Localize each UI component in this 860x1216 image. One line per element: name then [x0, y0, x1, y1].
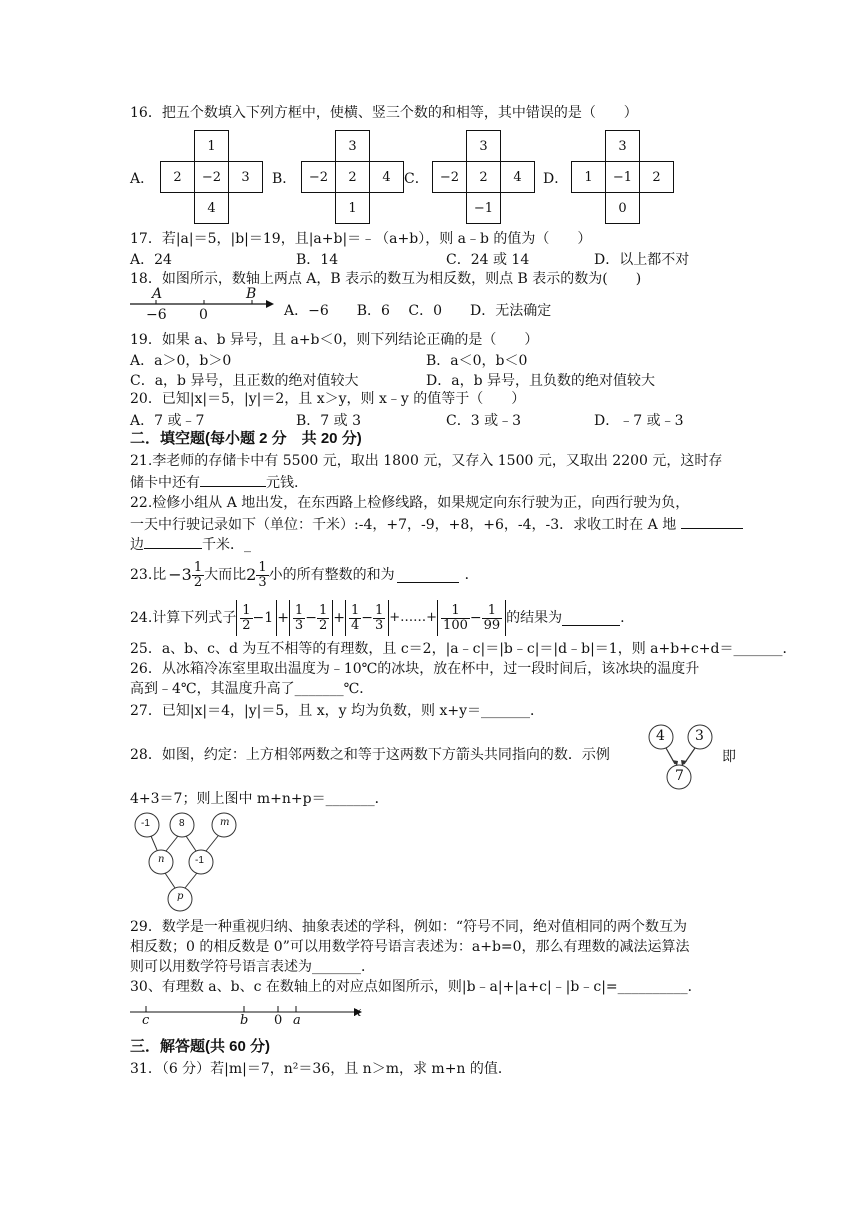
q24-ellipsis: +……+: [389, 610, 438, 625]
q21-text-b: 元钱.: [266, 475, 299, 491]
q19-option-a: A．a＞0，b＞0: [130, 353, 232, 369]
q19-option-b: B．a＜0，b＜0: [426, 353, 528, 369]
q16-b-grid: [301, 130, 404, 224]
axis-arrow: [266, 300, 274, 308]
q20-option-a: A．7 或﹣7: [130, 413, 205, 429]
q23-text-a: 23.比: [130, 567, 167, 583]
q30-label-x: x: [354, 1005, 362, 1020]
tree-edge-4: [206, 836, 218, 851]
cell-left: 1: [572, 162, 606, 193]
q16-d-grid: [571, 130, 674, 224]
section-2-heading: 二．填空题(每小题 2 分 共 20 分): [130, 430, 362, 447]
q28-line2: 4+3＝7；则上图中 m+n+p＝_______．: [130, 791, 389, 807]
cell-top: 3: [336, 131, 370, 162]
q17-option-d: D．以上都不对: [594, 252, 690, 268]
cell-center: 2: [336, 162, 370, 193]
q17-option-b: B．14: [296, 252, 339, 268]
q29-line2: 相反数；0 的相反数是 0”可以用数学符号语言表述为：a+b=0，那么有理数的减法运算法: [130, 939, 690, 955]
q30-label-zero: 0: [274, 1013, 283, 1028]
q16-a-label: A．: [130, 171, 155, 187]
cell-bottom: −1: [467, 193, 501, 224]
q24-period: .: [620, 610, 625, 626]
q22-text-b: 千米．_: [202, 537, 251, 553]
q26-line2: 高到﹣4℃，其温度升高了_______℃．: [130, 681, 374, 697]
tree-edge-6: [185, 873, 197, 888]
q21-text-a: 储卡中还有: [130, 475, 200, 491]
point-a-label: A: [152, 286, 163, 302]
example-label-7: 7: [675, 768, 684, 784]
cell-center: 2: [467, 162, 501, 193]
point-b-label: B: [246, 286, 257, 302]
cell-left: −2: [433, 162, 467, 193]
q23-text-b: 大而比: [204, 567, 247, 583]
example-label-4: 4: [656, 728, 665, 744]
q28-text-ji: 即: [722, 749, 736, 765]
q22-text: 一天中行驶记录如下（单位：千米）:-4，+7，-9，+8，+6，-4，-3．求收工时在 A 地: [130, 517, 677, 533]
tree-label-n: n: [158, 854, 165, 865]
cell-top: 1: [195, 131, 229, 162]
q20-option-c: C．3 或﹣3: [446, 413, 521, 429]
q29-line1: 29．数学是一种重视归纳、抽象表述的学科，例如：“符号不同，绝对值相同的两个数互为: [130, 919, 687, 935]
q16-d-label: D．: [543, 171, 569, 187]
q30-label-c: c: [142, 1013, 150, 1028]
q24-abs-2: $\frac{1}{3}$ − $\frac{1}{2}$: [289, 600, 333, 636]
cell-left: −2: [302, 162, 336, 193]
q27-line: 27．已知|x|＝4，|y|＝5，且 x，y 均为负数，则 x+y＝_______．: [130, 703, 544, 719]
q18-options: A．−6 B．6 C．0 D．无法确定: [284, 303, 552, 319]
q24-text-end: 的结果为: [506, 610, 563, 626]
q20-stem: 20．已知|x|＝5，|y|＝2，且 x＞y，则 x﹣y 的值等于（ ）: [130, 391, 526, 407]
q23-whole-pos: 2: [246, 565, 257, 584]
q28-line1: 28．如图，约定：上方相邻两数之和等于这两数下方箭头共同指向的数．示例: [130, 747, 610, 763]
q23-line: [130, 560, 479, 590]
q16-b-label: B．: [272, 171, 297, 187]
q23-fraction-1: $\frac{1}{2}$: [193, 559, 203, 590]
q26-line1: 26．从冰箱冷冻室里取出温度为﹣10℃的冰块，放在杯中，过一段时间后，该冰块的温度升: [130, 661, 700, 677]
q24-abs-3: $\frac{1}{4}$ − $\frac{1}{3}$: [345, 600, 389, 636]
q30-label-b: b: [240, 1013, 249, 1028]
tree-edge-3: [186, 836, 196, 851]
q22-blank-1[interactable]: [681, 514, 743, 529]
q24-line: [130, 600, 625, 636]
q16-c-label: C．: [404, 171, 429, 187]
cell-right: 4: [501, 162, 535, 193]
section-3-heading: 三．解答题(共 60 分): [130, 1038, 271, 1055]
q23-text-d: ．: [464, 567, 479, 583]
q30-stem: 30、有理数 a、b、c 在数轴上的对应点如图所示，则|b﹣a|+|a+c|﹣|b﹣c|=__________．: [130, 979, 702, 995]
cell-bottom: 0: [606, 193, 640, 224]
cell-left: 2: [161, 162, 195, 193]
q19-option-d: D．a，b 异号，且负数的绝对值较大: [426, 373, 655, 389]
cell-top: 3: [606, 131, 640, 162]
cell-bottom: 1: [336, 193, 370, 224]
q29-line3: 则可以用数学符号语言表述为_______．: [130, 959, 375, 975]
tree-label-top-2: 8: [179, 818, 185, 829]
cell-right: 2: [640, 162, 674, 193]
q25-line: 25．a、b、c、d 为互不相等的有理数，且 c＝2，|a﹣c|＝|b﹣c|＝|d﹣b|＝1，则 a+b+c+d＝_______．: [130, 641, 797, 657]
example-label-3: 3: [695, 728, 704, 744]
q19-stem: 19．如果 a、b 异号，且 a+b＜0，则下列结论正确的是（ ）: [130, 332, 539, 348]
q17-stem: 17．若|a|＝5，|b|＝19，且|a+b|＝﹣（a+b），则 a﹣b 的值为（ ）: [130, 231, 592, 247]
q21-line1: 21.李老师的存储卡中有 5500 元，取出 1800 元，又存入 1500 元，又取出 2200 元，这时存: [130, 453, 723, 469]
q20-option-d: D．﹣7 或﹣3: [594, 413, 684, 429]
q31-line: 31．（6 分）若|m|＝7，n²＝36，且 n＞m，求 m+n 的值．: [130, 1061, 512, 1077]
q22-line2: [130, 514, 743, 534]
q20-option-b: B．7 或 3: [296, 413, 362, 429]
tick-label-zero: 0: [199, 307, 208, 323]
q22-line1: 22.检修小组从 A 地出发，在东西路上检修线路，如果规定向东行驶为正，向西行驶为负，: [130, 495, 690, 511]
cell-top: 3: [467, 131, 501, 162]
q22-text-a: 边: [130, 537, 144, 553]
q24-abs-last: $\frac{1}{100}$ − $\frac{1}{99}$: [437, 600, 506, 636]
q16-stem: 16．把五个数填入下列方框中，使横、竖三个数的和相等，其中错误的是（ ）: [130, 105, 638, 121]
tree-edge-5: [165, 873, 175, 888]
q24-plus-1: +: [277, 610, 289, 626]
cell-right: 4: [370, 162, 404, 193]
q23-text-c: 小的所有整数的和为: [268, 567, 395, 583]
tree-edge-2: [166, 836, 178, 851]
tree-label-top-3: m: [220, 817, 230, 828]
q18-stem: 18．如图所示，数轴上两点 A，B 表示的数互为相反数，则点 B 表示的数为( ): [130, 271, 642, 287]
q23-blank[interactable]: [397, 568, 459, 583]
cell-center: −1: [606, 162, 640, 193]
q16-c-grid: [432, 130, 535, 224]
q19-option-c: C．a，b 异号，且正数的绝对值较大: [130, 373, 359, 389]
tree-label-top-1: -1: [141, 818, 150, 829]
tree-label-mid-2: -1: [195, 855, 204, 866]
q30-label-a: a: [293, 1013, 301, 1028]
q16-a-grid: [160, 130, 263, 224]
q24-plus-2: +: [333, 610, 345, 626]
q22-blank-2[interactable]: [144, 534, 202, 549]
q23-whole-neg: −3: [168, 565, 192, 584]
tree-edge-1: [151, 836, 157, 850]
tree-label-p: p: [177, 891, 184, 902]
cell-center: −2: [195, 162, 229, 193]
q21-line2: [130, 472, 298, 492]
cell-bottom: 4: [195, 193, 229, 224]
q23-fraction-2: $\frac{1}{3}$: [258, 559, 267, 590]
q21-blank[interactable]: [200, 472, 266, 487]
q22-line3: [130, 534, 251, 554]
q17-option-c: C．24 或 14: [446, 252, 530, 268]
q17-option-a: A．24: [130, 252, 172, 268]
q24-abs-1: $\frac{1}{2}$ −1: [236, 600, 277, 636]
q24-text-a: 24.计算下列式子: [130, 610, 237, 626]
cell-right: 3: [229, 162, 263, 193]
tick-label-minus6: −6: [146, 307, 167, 323]
q24-blank[interactable]: [562, 611, 620, 626]
